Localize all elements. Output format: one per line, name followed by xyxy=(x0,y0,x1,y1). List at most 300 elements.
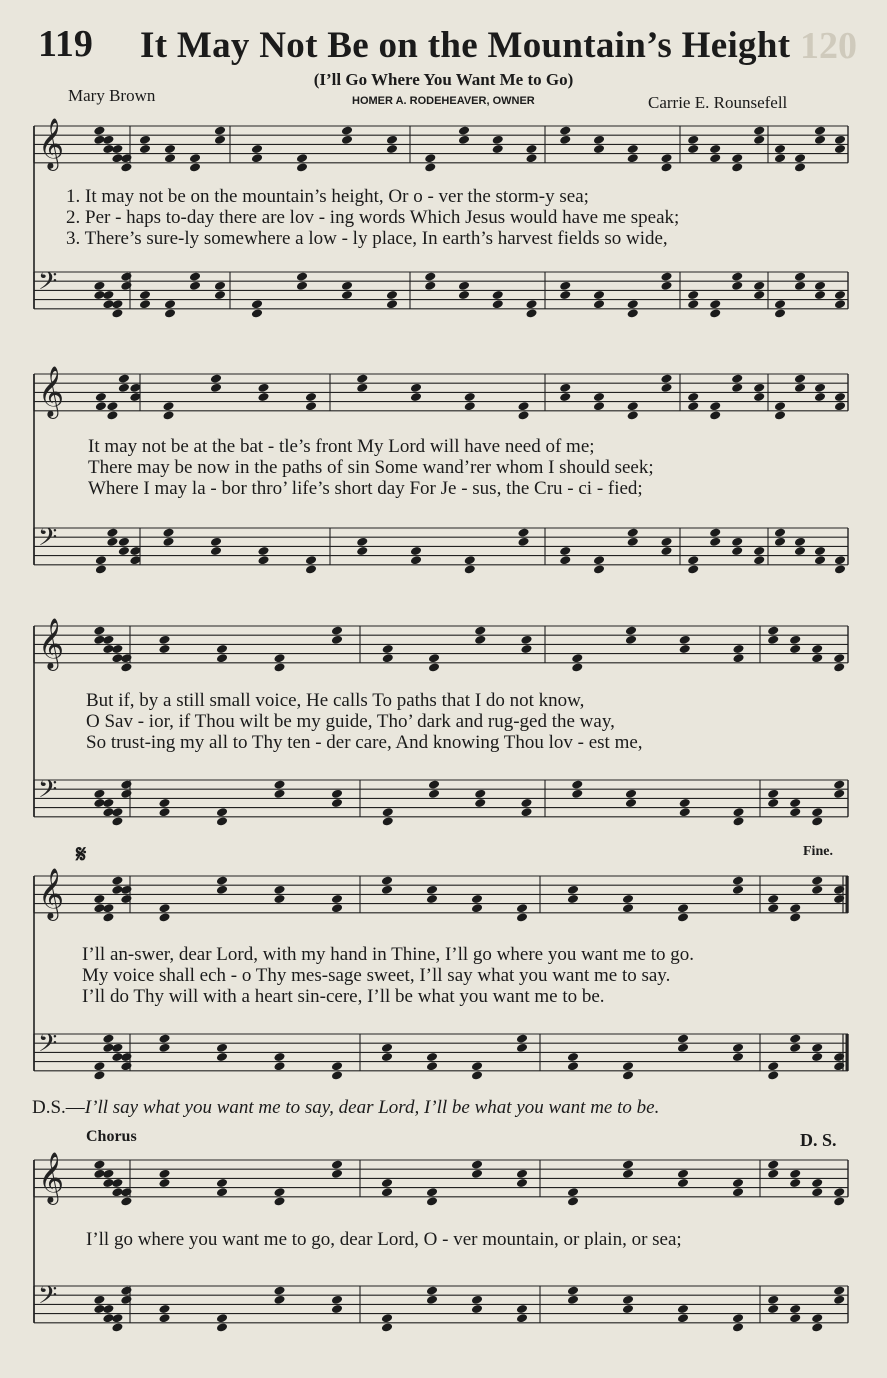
note-head xyxy=(627,410,639,420)
note-head xyxy=(118,546,130,556)
note-head xyxy=(677,1304,689,1314)
note-head xyxy=(214,135,226,145)
note-head xyxy=(120,1187,132,1197)
note-head xyxy=(111,1043,123,1053)
note-head xyxy=(464,401,476,411)
note-head xyxy=(381,1313,393,1323)
bass-clef-icon: 𝄢 xyxy=(38,1029,58,1064)
note-head xyxy=(625,798,637,808)
note-head xyxy=(774,410,786,420)
note-head xyxy=(627,537,639,547)
note-head xyxy=(273,653,285,663)
note-head xyxy=(158,912,170,922)
note-head xyxy=(331,1061,343,1071)
note-head xyxy=(356,546,368,556)
note-head xyxy=(120,271,132,281)
note-head xyxy=(687,299,699,309)
note-head xyxy=(426,1285,438,1295)
note-head xyxy=(593,392,605,402)
note-head xyxy=(567,1196,579,1206)
note-head xyxy=(789,1169,801,1179)
note-head xyxy=(811,1313,823,1323)
note-head xyxy=(102,798,114,808)
note-head xyxy=(251,144,263,154)
note-head xyxy=(627,144,639,154)
note-head xyxy=(774,299,786,309)
note-head xyxy=(356,383,368,393)
note-head xyxy=(331,789,343,799)
note-head xyxy=(559,135,571,145)
note-head xyxy=(567,885,579,895)
note-head xyxy=(120,281,132,291)
note-head xyxy=(833,1196,845,1206)
bass-clef-icon: 𝄢 xyxy=(38,267,58,302)
note-head xyxy=(679,798,691,808)
verse-line: But if, by a still small voice, He calls To paths that I do not know, xyxy=(86,690,585,711)
note-head xyxy=(331,1169,343,1179)
note-head xyxy=(731,546,743,556)
note-head xyxy=(164,299,176,309)
note-head xyxy=(767,635,779,645)
note-head xyxy=(273,1187,285,1197)
note-head xyxy=(158,1178,170,1188)
note-head xyxy=(516,1169,528,1179)
note-head xyxy=(622,1070,634,1080)
note-head xyxy=(93,1070,105,1080)
note-head xyxy=(120,779,132,789)
note-head xyxy=(106,401,118,411)
note-head xyxy=(732,1322,744,1332)
note-head xyxy=(251,299,263,309)
note-head xyxy=(677,1043,689,1053)
note-head xyxy=(774,401,786,411)
note-head xyxy=(471,903,483,913)
note-head xyxy=(709,308,721,318)
note-head xyxy=(559,392,571,402)
note-head xyxy=(567,894,579,904)
note-head xyxy=(273,789,285,799)
note-head xyxy=(834,555,846,565)
note-head xyxy=(305,392,317,402)
note-head xyxy=(814,555,826,565)
note-head xyxy=(593,290,605,300)
note-head xyxy=(382,807,394,817)
note-head xyxy=(732,1043,744,1053)
note-head xyxy=(767,1295,779,1305)
note-head xyxy=(158,1169,170,1179)
note-head xyxy=(471,894,483,904)
note-head xyxy=(627,299,639,309)
note-head xyxy=(426,1052,438,1062)
note-head xyxy=(331,1295,343,1305)
note-head xyxy=(158,1033,170,1043)
note-head xyxy=(381,1178,393,1188)
note-head xyxy=(571,653,583,663)
note-head xyxy=(687,290,699,300)
note-head xyxy=(102,635,114,645)
note-head xyxy=(158,807,170,817)
note-head xyxy=(811,653,823,663)
note-head xyxy=(834,135,846,145)
note-head xyxy=(273,779,285,789)
note-head xyxy=(474,635,486,645)
note-head xyxy=(210,383,222,393)
note-head xyxy=(679,635,691,645)
verse-line: I’ll do Thy will with a heart sin-cere, I’ll be what you want me to be. xyxy=(82,986,605,1007)
note-head xyxy=(794,271,806,281)
note-head xyxy=(296,281,308,291)
note-head xyxy=(709,153,721,163)
note-head xyxy=(789,1033,801,1043)
note-head xyxy=(789,1313,801,1323)
note-head xyxy=(525,299,537,309)
note-head xyxy=(458,281,470,291)
note-head xyxy=(567,1187,579,1197)
note-head xyxy=(273,894,285,904)
fine-marking: Fine. xyxy=(803,844,833,859)
note-head xyxy=(731,281,743,291)
note-head xyxy=(471,1159,483,1169)
note-head xyxy=(111,1313,123,1323)
note-head xyxy=(814,392,826,402)
note-head xyxy=(767,625,779,635)
note-head xyxy=(516,1313,528,1323)
note-head xyxy=(677,1033,689,1043)
note-head xyxy=(189,153,201,163)
note-head xyxy=(794,537,806,547)
note-head xyxy=(331,1070,343,1080)
note-head xyxy=(216,644,228,654)
note-head xyxy=(273,1052,285,1062)
note-head xyxy=(382,644,394,654)
chorus-label: Chorus xyxy=(86,1128,137,1145)
note-head xyxy=(593,555,605,565)
note-head xyxy=(753,555,765,565)
note-head xyxy=(111,875,123,885)
note-head xyxy=(789,635,801,645)
note-head xyxy=(794,546,806,556)
note-head xyxy=(381,1187,393,1197)
note-head xyxy=(811,875,823,885)
note-head xyxy=(789,903,801,913)
owner-credit: HOMER A. RODEHEAVER, OWNER xyxy=(352,95,535,107)
note-head xyxy=(571,662,583,672)
note-head xyxy=(814,135,826,145)
note-head xyxy=(251,308,263,318)
note-head xyxy=(386,299,398,309)
note-head xyxy=(687,135,699,145)
note-head xyxy=(794,153,806,163)
note-head xyxy=(410,392,422,402)
note-head xyxy=(474,798,486,808)
note-head xyxy=(102,1033,114,1043)
note-head xyxy=(273,662,285,672)
note-head xyxy=(111,807,123,817)
note-head xyxy=(214,290,226,300)
note-head xyxy=(216,1313,228,1323)
note-head xyxy=(516,1033,528,1043)
note-head xyxy=(774,153,786,163)
note-head xyxy=(834,299,846,309)
note-head xyxy=(814,383,826,393)
note-head xyxy=(382,816,394,826)
note-head xyxy=(273,1285,285,1295)
ds-marking: D. S. xyxy=(800,1130,837,1150)
note-head xyxy=(709,144,721,154)
composer-credit: Carrie E. Rounsefell xyxy=(648,93,788,112)
note-head xyxy=(120,1061,132,1071)
note-head xyxy=(158,903,170,913)
note-head xyxy=(331,903,343,913)
note-head xyxy=(428,779,440,789)
verse-line: Where I may la - bor thro’ life’s short day For Je - sus, the Cru - ci - fied; xyxy=(88,478,643,499)
note-head xyxy=(516,1178,528,1188)
note-head xyxy=(164,308,176,318)
verse-line: There may be now in the paths of sin Some wand’rer whom I should seek; xyxy=(88,457,654,478)
note-head xyxy=(331,894,343,904)
note-head xyxy=(426,1187,438,1197)
note-head xyxy=(216,816,228,826)
note-head xyxy=(189,271,201,281)
note-head xyxy=(811,885,823,895)
note-head xyxy=(811,1322,823,1332)
note-head xyxy=(424,153,436,163)
note-head xyxy=(753,383,765,393)
note-head xyxy=(794,281,806,291)
note-head xyxy=(216,807,228,817)
note-head xyxy=(464,392,476,402)
note-head xyxy=(622,1304,634,1314)
note-head xyxy=(517,401,529,411)
note-head xyxy=(111,644,123,654)
note-head xyxy=(622,1169,634,1179)
note-head xyxy=(767,798,779,808)
note-head xyxy=(216,1043,228,1053)
note-head xyxy=(687,401,699,411)
note-head xyxy=(571,789,583,799)
note-head xyxy=(660,153,672,163)
segno-sign: 𝄋 xyxy=(76,842,87,868)
note-head xyxy=(428,662,440,672)
note-head xyxy=(111,816,123,826)
note-head xyxy=(120,1295,132,1305)
hymn-title: It May Not Be on the Mountain’s Height xyxy=(140,25,791,66)
note-head xyxy=(833,779,845,789)
note-head xyxy=(410,383,422,393)
note-head xyxy=(625,789,637,799)
note-head xyxy=(593,299,605,309)
note-head xyxy=(492,299,504,309)
note-head xyxy=(811,816,823,826)
note-head xyxy=(471,1061,483,1071)
note-head xyxy=(677,912,689,922)
note-head xyxy=(520,807,532,817)
note-head xyxy=(164,144,176,154)
note-head xyxy=(111,1178,123,1188)
bass-clef-icon: 𝄢 xyxy=(38,775,58,810)
note-head xyxy=(120,894,132,904)
note-head xyxy=(679,644,691,654)
note-head xyxy=(474,789,486,799)
note-head xyxy=(102,903,114,913)
note-head xyxy=(559,125,571,135)
note-head xyxy=(767,789,779,799)
note-head xyxy=(516,912,528,922)
bass-clef-icon: 𝄢 xyxy=(38,1281,58,1316)
note-head xyxy=(93,281,105,291)
note-head xyxy=(296,153,308,163)
note-head xyxy=(139,144,151,154)
note-head xyxy=(774,144,786,154)
note-head xyxy=(162,410,174,420)
note-head xyxy=(516,1043,528,1053)
note-head xyxy=(567,1052,579,1062)
note-head xyxy=(341,290,353,300)
note-head xyxy=(794,373,806,383)
note-head xyxy=(331,798,343,808)
note-head xyxy=(627,153,639,163)
note-head xyxy=(767,1304,779,1314)
note-head xyxy=(492,144,504,154)
note-head xyxy=(257,383,269,393)
note-head xyxy=(93,1295,105,1305)
note-head xyxy=(120,1196,132,1206)
note-head xyxy=(811,1178,823,1188)
note-head xyxy=(731,162,743,172)
hymn-number: 119 xyxy=(38,23,93,65)
note-head xyxy=(93,1061,105,1071)
note-head xyxy=(789,1304,801,1314)
note-head xyxy=(622,1295,634,1305)
note-head xyxy=(774,527,786,537)
note-head xyxy=(753,290,765,300)
note-head xyxy=(833,789,845,799)
verse-line: 2. Per - haps to-day there are lov - ing words Which Jesus would have me speak; xyxy=(66,207,680,228)
note-head xyxy=(732,816,744,826)
note-head xyxy=(767,903,779,913)
treble-clef-icon: 𝄞 xyxy=(38,618,65,669)
note-head xyxy=(660,537,672,547)
note-head xyxy=(120,162,132,172)
note-head xyxy=(834,144,846,154)
note-head xyxy=(660,271,672,281)
note-head xyxy=(525,153,537,163)
note-head xyxy=(95,401,107,411)
note-head xyxy=(471,1070,483,1080)
note-head xyxy=(118,373,130,383)
verse-line: O Sav - ior, if Thou wilt be my guide, Tho’ dark and rug-ged the way, xyxy=(86,711,615,732)
note-head xyxy=(767,1070,779,1080)
note-head xyxy=(520,635,532,645)
note-head xyxy=(102,912,114,922)
note-head xyxy=(111,144,123,154)
note-head xyxy=(139,135,151,145)
note-head xyxy=(216,885,228,895)
note-head xyxy=(811,1187,823,1197)
note-head xyxy=(517,537,529,547)
note-head xyxy=(660,546,672,556)
note-head xyxy=(189,281,201,291)
note-head xyxy=(189,162,201,172)
note-head xyxy=(660,373,672,383)
note-head xyxy=(162,401,174,411)
note-head xyxy=(111,308,123,318)
note-head xyxy=(120,885,132,895)
note-head xyxy=(833,662,845,672)
note-head xyxy=(567,1061,579,1071)
note-head xyxy=(559,383,571,393)
note-head xyxy=(158,1304,170,1314)
note-head xyxy=(93,625,105,635)
note-head xyxy=(120,653,132,663)
note-head xyxy=(677,1313,689,1323)
verse-line: My voice shall ech - o Thy mes-sage sweet, I’ll say what you want me to say. xyxy=(82,965,671,986)
note-head xyxy=(257,546,269,556)
note-head xyxy=(102,290,114,300)
note-head xyxy=(471,1295,483,1305)
note-head xyxy=(474,625,486,635)
note-head xyxy=(753,135,765,145)
note-head xyxy=(210,373,222,383)
note-head xyxy=(516,903,528,913)
note-head xyxy=(102,135,114,145)
note-head xyxy=(111,299,123,309)
note-head xyxy=(767,894,779,904)
note-head xyxy=(93,894,105,904)
note-head xyxy=(471,1304,483,1314)
note-head xyxy=(106,410,118,420)
note-head xyxy=(162,537,174,547)
note-head xyxy=(559,555,571,565)
note-head xyxy=(216,1178,228,1188)
lyricist-credit: Mary Brown xyxy=(68,86,156,105)
note-head xyxy=(774,537,786,547)
note-head xyxy=(794,162,806,172)
note-head xyxy=(687,392,699,402)
note-head xyxy=(687,555,699,565)
note-head xyxy=(767,1159,779,1169)
note-head xyxy=(426,885,438,895)
note-head xyxy=(677,1169,689,1179)
note-head xyxy=(296,271,308,281)
note-head xyxy=(767,1061,779,1071)
note-head xyxy=(356,373,368,383)
note-head xyxy=(834,401,846,411)
note-head xyxy=(593,564,605,574)
note-head xyxy=(216,1052,228,1062)
note-head xyxy=(331,1304,343,1314)
note-head xyxy=(106,527,118,537)
note-head xyxy=(709,299,721,309)
note-head xyxy=(216,1322,228,1332)
note-head xyxy=(464,555,476,565)
note-head xyxy=(709,537,721,547)
note-head xyxy=(120,789,132,799)
note-head xyxy=(356,537,368,547)
note-head xyxy=(273,1061,285,1071)
note-head xyxy=(106,537,118,547)
note-head xyxy=(732,807,744,817)
note-head xyxy=(559,290,571,300)
note-head xyxy=(424,162,436,172)
note-head xyxy=(789,807,801,817)
note-head xyxy=(158,635,170,645)
verse-line: It may not be at the bat - tle’s front My Lord will have need of me; xyxy=(88,436,595,457)
note-head xyxy=(627,308,639,318)
note-head xyxy=(214,125,226,135)
note-head xyxy=(622,894,634,904)
note-head xyxy=(426,894,438,904)
